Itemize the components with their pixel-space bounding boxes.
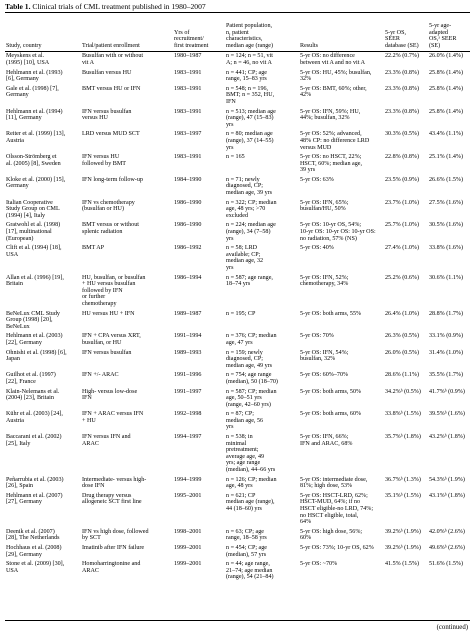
table-cell: 54.3%ᵇ (1.9%) (429, 476, 465, 483)
table-cell: 23.3% (0.8%) (385, 69, 420, 76)
table-cell: 35.7%ᵇ (1.8%) (385, 434, 421, 441)
table-cell: Reiter et al. (1999) [13], Austria (6, 131, 66, 144)
table-cell: 49.6%ᵇ (2.6%) (429, 544, 465, 551)
table-cell: 25.7% (1.0%) (385, 222, 420, 229)
table-cell: 25.8% (1.4%) (429, 69, 464, 76)
table-row (5, 108, 470, 131)
table-cell: Olsson-Strömberg et al. (2005) [8], Sweden (6, 154, 61, 167)
table-cell: 30.6% (1.1%) (429, 274, 464, 281)
table-cell: 25.2% (0.6%) (385, 274, 420, 281)
table-cell: IFN versus HU followed by BMT (82, 154, 127, 167)
table-cell: 1991–1997 (174, 388, 202, 395)
top-rule (5, 12, 470, 13)
table-cell: n = 224; median age (range), 34 (7–58) yrs (226, 222, 276, 242)
table-cell: 1983–1991 (174, 154, 202, 161)
table-cell: n = 587; age range, 18–74 yrs (226, 274, 273, 288)
table-cell: 1994–1999 (174, 476, 202, 483)
table-cell: Baccarani et al. (2002) [25], Italy (6, 434, 62, 447)
table-cell: 5-yr OS: IFN, 52%; chemotherapy, 34% (300, 274, 349, 288)
table-cell: n = 454; CP; age (median), 57 yrs (226, 544, 268, 558)
table-cell: IFN versus busulfan versus HU (82, 108, 132, 122)
table-cell: Drug therapy versus allogeneic SCT first line (82, 492, 142, 506)
table-cell: n = 63; CP; age range, 18–58 yrs (226, 528, 267, 542)
table-cell: 25.1% (1.4%) (429, 154, 464, 161)
table-title-text: Clinical trials of CML treatment published in 1980–2007 (32, 2, 206, 11)
table-cell: n = 80; median age (range), 37 (14–55) yrs (226, 131, 274, 151)
table-cell: 1986–1994 (174, 274, 202, 281)
table-cell: IFN versus busulfan (82, 349, 132, 356)
table-cell: Gratwohl et al. (1998) [17], multinational (European) (6, 222, 61, 242)
table-cell: IFN + ARAC versus IFN + HU (82, 411, 144, 424)
table-row (5, 492, 470, 528)
table-cell: 1989–1993 (174, 349, 202, 356)
header-cell: 5-yr age-adapted OS,ᵃ SEER (SE) (429, 23, 457, 49)
table-cell: 1983–1991 (174, 108, 202, 115)
table-cell: 36.7%ᵇ (1.3%) (385, 476, 421, 483)
table-cell: 5-yr OS: 10-yr OS, 54%; 10-yr OS: 10-yr OS: 10-yr OS: no radiation, 57% (NS) (300, 222, 376, 242)
table-cell: n = 87; CP; median age, 56 yrs (226, 411, 264, 431)
table-cell: Imatinib after IFN failure (82, 544, 145, 551)
table-cell: 34.2%ᵇ (0.5%) (385, 388, 421, 395)
table-cell: 5-yr OS: both arms, 55% (300, 310, 362, 317)
table-cell: 5-yr OS: no HSCT, 22%; HSCT, 60%; median age, 39 yrs (300, 154, 362, 174)
table-cell: Busulfan with or without vit A (82, 53, 144, 66)
table-row (5, 371, 470, 387)
table-cell: 5-yr OS: no difference between vit A and no vit A (300, 53, 365, 66)
table-cell: Deenik et al. (2007) [28], The Netherlands (6, 528, 60, 542)
table-cell: HU, busulfan, or busulfan + HU versus busulfan followed by IFN or further chemotherapy (82, 274, 146, 307)
table-row (5, 199, 470, 222)
table-cell: Allan et al. (1996) [19], Britain (6, 274, 64, 288)
table-cell: 1983–1991 (174, 85, 202, 92)
table-cell: 30.3% (0.5%) (385, 131, 420, 138)
table-cell: 1999–2001 (174, 544, 202, 551)
table-row (5, 433, 470, 476)
table-cell: 1991–1996 (174, 372, 202, 379)
table-row (5, 176, 470, 199)
table-cell: Hochhaus et al. (2008) [29], Germany (6, 544, 62, 558)
table-row (5, 244, 470, 273)
table-cell: 1986–1990 (174, 199, 202, 206)
bottom-rule (5, 620, 470, 621)
table-cell: 5-yr OS: high dose, 56%; 60% (300, 528, 363, 542)
table-cell: 25.8% (1.4%) (429, 85, 464, 92)
header-cell: Yrs of recruitment/ first treatment (174, 29, 209, 49)
table-cell: n = 548; n = 196, BMT; n = 352, HU, IFN (226, 85, 275, 105)
table-cell: 26.0% (0.5%) (385, 349, 420, 356)
table-cell: 1984–1990 (174, 176, 202, 183)
table-cell: Intermediate- versus high- dose IFN (82, 476, 147, 490)
table-cell: Klain-Nelemans et al. (2004) [23], Britain (6, 388, 60, 402)
table-cell: n = 165 (226, 154, 245, 161)
table-cell: High- versus low-dose IFN (82, 388, 138, 402)
table-cell: 30.5% (1.6%) (429, 222, 464, 229)
table-cell: Guilhot et al. (1997) [22], France (6, 372, 56, 385)
table-cell: 1995–2001 (174, 492, 202, 499)
table-cell: Peñarrubia et al. (2003) [26], Spain (6, 476, 64, 490)
table-cell: Busulfan versus HU (82, 69, 132, 76)
table-cell: 5-yr OS: 70% (300, 333, 334, 340)
table-cell: HU versus HU + IFN (82, 310, 135, 317)
table-cell: n = 754; age range (median), 50 (18–70) (226, 372, 278, 385)
table-cell: 27.5% (1.6%) (429, 199, 464, 206)
table-row (5, 476, 470, 492)
table-cell: IFN vs high dose, followed by SCT (82, 528, 149, 542)
table-cell: 33.8%ᵇ (1.5%) (385, 411, 421, 418)
table-cell: 5-yr OS: 52%; advanced, 48% CP: no difference LRD versus MUD (300, 131, 370, 151)
table-cell: 26.6% (1.5%) (429, 176, 464, 183)
table-cell: Hehlmann et al. (1994) [11], Germany (6, 108, 63, 122)
table-cell: 5-yr OS: 60%–70% (300, 372, 349, 379)
table-cell: 27.4% (1.0%) (385, 245, 420, 252)
table-cell: 5-yr OS: IFN, 65%; busulfan/HU, 50% (300, 199, 349, 213)
table-row (5, 560, 470, 583)
table-cell: Stone et al. (2009) [30], USA (6, 561, 65, 574)
table-row (5, 153, 470, 176)
table-cell: 33.1% (0.9%) (429, 333, 464, 340)
table-cell: n = 195; CP (226, 310, 256, 317)
table-cell: n = 159; newly diagnosed, CP; median age, 49 yrs (226, 349, 273, 369)
table-cell: IFN versus IFN and ARAC (82, 434, 131, 447)
table-cell: n = 621; CP median age (range), 44 (18–60) yrs (226, 492, 275, 512)
table-body (5, 52, 470, 583)
table-cell: 26.4% (1.0%) (385, 310, 420, 317)
table-cell: 22.2% (0.7%) (385, 53, 420, 60)
header-cell: Patient population, n, patient characteristics, median age (range) (226, 23, 274, 49)
header-cell: Results (300, 42, 318, 49)
table-cell: 1991–1994 (174, 333, 202, 340)
table-cell: 39.5%ᵇ (1.6%) (429, 411, 465, 418)
table-cell: LRD versus MUD SCT (82, 131, 140, 138)
table-cell: 5-yr OS: intermediate dose, 81%; high dose, 53% (300, 476, 368, 490)
table-cell: n = 538; in minimal pretreatment; average age, 49 yrs; age range (median), 44–66 yrs (226, 434, 276, 474)
table-cell: 1989–1987 (174, 310, 202, 317)
table-cell: BMT AP (82, 245, 105, 252)
table-cell: 5-yr OS: IFN, 59%; HU, 44%; busulfan, 32% (300, 108, 361, 122)
table-cell: 5-yr OS: both arms, 60% (300, 411, 362, 418)
table-cell: BeNeLux CML Study Group (1998) [20], BeNeLux (6, 310, 60, 330)
table-cell: n = 322; CP; median age, 48 yrs; >70 excluded (226, 199, 277, 219)
table-title (5, 2, 206, 11)
header-cell: Trial/patient enrollment (82, 42, 140, 49)
table-cell: 41.7%ᵇ (0.9%) (429, 388, 465, 395)
table-row (5, 332, 470, 348)
table-cell: BMT versus or without splenic radiation (82, 222, 139, 236)
table-cell: 23.3% (0.8%) (385, 85, 420, 92)
table-cell: 1986–1992 (174, 245, 202, 252)
table-row (5, 410, 470, 433)
header-cell: 5-yr OS, SEER database (SE) (385, 29, 419, 49)
table-cell: 23.3% (0.8%) (385, 108, 420, 115)
table-cell: n = 376; CP; median age, 47 yrs (226, 333, 277, 346)
table-cell: IFN long-term follow-up (82, 176, 143, 183)
table-cell: 51.6% (1.5%) (429, 561, 464, 568)
table-cell: n = 587; CP; median age, 50–51 yrs (range, 42–60 yrs) (226, 388, 277, 408)
table-cell: 25.8% (1.4%) (429, 108, 464, 115)
table-cell: n = 441; CP; age range, 15–83 yrs (226, 69, 268, 83)
table-cell: n = 124; n = 51, vit A; n = 46, no vit A (226, 53, 273, 66)
table-cell: 31.4% (1.0%) (429, 349, 464, 356)
table-cell: 23.5% (0.9%) (385, 176, 420, 183)
table-cell: 35.1%ᵇ (1.5%) (385, 492, 421, 499)
table-cell: 1986–1990 (174, 222, 202, 229)
table-cell: Hehlmann et al. (2003) [22], Germany (6, 333, 63, 346)
table-cell: 1980–1987 (174, 53, 202, 60)
header-cell: Study, country (6, 42, 42, 49)
table-row (5, 85, 470, 108)
table-cell: Clift et al. (1994) [18], USA (6, 245, 62, 258)
table-row (5, 274, 470, 310)
table-cell: 22.8% (0.8%) (385, 154, 420, 161)
table-row (5, 130, 470, 153)
table-row (5, 528, 470, 544)
header-row (5, 22, 470, 52)
table-cell: 33.8% (1.6%) (429, 245, 464, 252)
table-cell: 26.3% (0.5%) (385, 333, 420, 340)
table-cell: n = 71; newly diagnosed, CP; median age, 39 yrs (226, 176, 273, 197)
table-cell: 5-yr OS: HSCT-LRD, 62%; HSCT-MUD, 64%; if no HSCT eligible-no LRD, 74%; no HSCT eligible, total, 64% (300, 492, 374, 526)
table-row (5, 221, 470, 244)
table-cell: Gale et al. (1998) [7], Germany (6, 85, 59, 99)
table-cell: Hehlmann et al. (1993) [6], Germany (6, 69, 63, 83)
table-cell: 5-yr OS: 73%; 10-yr OS, 62% (300, 544, 374, 551)
table-cell: 5-yr OS: ~70% (300, 561, 338, 568)
table-cell: Homoharringtonine and ARAC (82, 561, 141, 574)
table-cell: 43.1%ᵇ (1.8%) (429, 492, 465, 499)
table-cell: 43.4% (1.1%) (429, 131, 464, 138)
table-cell: 28.8% (1.7%) (429, 310, 464, 317)
table-cell: 5-yr OS: IFN, 66%; IFN and ARAC, 68% (300, 434, 353, 447)
trials-table (5, 22, 470, 583)
table-cell: n = 58; LRD available; CP; median age, 32 yrs (226, 245, 264, 271)
table-cell: 23.7% (1.0%) (385, 199, 420, 206)
table-cell: 1999–2001 (174, 561, 202, 568)
table-cell: 39.2%ᵇ (1.9%) (385, 528, 421, 535)
table-cell: 42.0%ᵇ (2.6%) (429, 528, 465, 535)
table-cell: 39.2%ᵇ (1.9%) (385, 544, 421, 551)
table-cell: IFN +/- ARAC (82, 372, 119, 379)
table-cell: n = 513; median age (range), 47 (15–83) yrs (226, 108, 276, 128)
table-cell: 35.5% (1.7%) (429, 372, 464, 379)
table-cell: Kühr et al. (2003) [24], Austria (6, 411, 63, 424)
table-cell: 5-yr OS: IFN, 54%; busulfan, 32% (300, 349, 349, 363)
table-row (5, 544, 470, 560)
table-cell: IFN vs chemotherapy (busulfan or HU) (82, 199, 135, 213)
table-cell: Italian Cooperative Study Group on CML (1994) [4], Italy (6, 199, 60, 219)
table-cell: 1983–1997 (174, 131, 202, 138)
table-title-label: Table 1. (5, 2, 31, 11)
continued-note: (continued) (436, 624, 468, 631)
table-cell: Meyskens et al. (1995) [10], USA (6, 53, 50, 66)
table-cell: 5-yr OS: BMT, 60%; other, 42% (300, 85, 367, 99)
table-cell: 5-yr OS: 40% (300, 245, 334, 252)
table-cell: 1983–1991 (174, 69, 202, 76)
table-cell: n = 44; age range, 21–74; age median (range), 54 (21–84) (226, 561, 274, 581)
table-cell: 43.2%ᵇ (1.8%) (429, 434, 465, 441)
table-cell: 1994–1997 (174, 434, 202, 441)
table-cell: 5-yr OS: both arms, 50% (300, 388, 362, 395)
table-row (5, 69, 470, 85)
table-cell: 28.6% (1.1%) (385, 372, 420, 379)
table-row (5, 52, 470, 69)
table-cell: 1998–2001 (174, 528, 202, 535)
table-cell: n = 126; CP; median age, 48 yrs (226, 476, 277, 490)
table-cell: 41.5% (1.5%) (385, 561, 420, 568)
table-row (5, 310, 470, 333)
table-cell: Hehlmann et al. (2007) [27], Germany (6, 492, 63, 506)
table-cell: Ohnishi et al. (1998) [6], Japan (6, 349, 67, 363)
table-cell: 5-yr OS: HU, 45%; busulfan, 32% (300, 69, 372, 83)
table-row (5, 388, 470, 411)
table-cell: 1992–1998 (174, 411, 202, 418)
table-cell: Kloke et al. (2000) [15], Germany (6, 176, 66, 190)
table-cell: 26.0% (1.4%) (429, 53, 464, 60)
table-cell: BMT versus HU or IFN (82, 85, 141, 92)
table-cell: IFN + CPA versus XRT, busulfan, or HU (82, 333, 141, 346)
table-cell: 5-yr OS: 63% (300, 176, 334, 183)
table-row (5, 349, 470, 372)
